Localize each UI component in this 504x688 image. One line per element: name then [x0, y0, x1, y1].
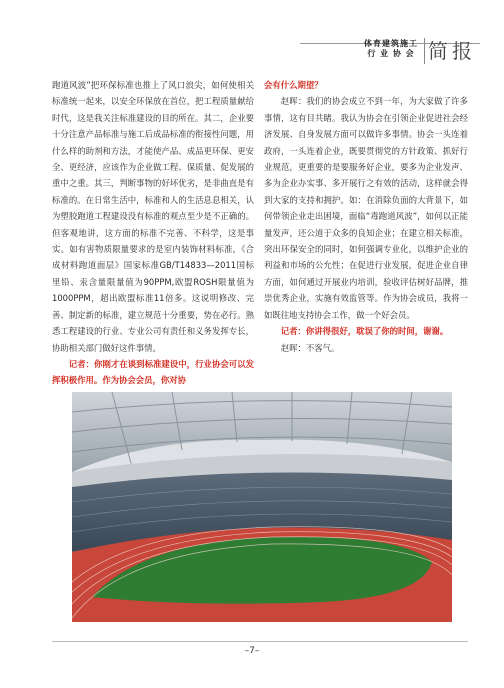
left-paragraph: 跑道风波”把环保标准也推上了风口浪尖，如何使相关标准统一起来，以安全环保放在首位，把工程质量献给时代，这是我关注标准建设的目的所在。其二，企业要十分注意产品标准与施工后成品标准的衔接性问题，用什么样的助剂和方法，才能使产品、成品更环保、更安全、更经济，应该作为企业做工程、保质量、促发展的重中之重。其三，判断事物的好坏优劣，是非曲直是有标准的。在日常生活中，标准和人的生活息息相关，认为塑胶跑道工程建设没有标准的观点至少是不正确的。但客观地讲，这方面的标准不完善、不科学，这是事实。如有害物质限量要求的是室内装饰材料标准，《合成材料跑道面层》国家标准GB/T14833—2011国标里铅、汞含量限量值为90PPM,欧盟ROSH限量值为1000PPM，超出欧盟标准11倍多。这说明修改、完善、制定新的标准，建立规范十分重要，势在必行。熟悉工程建设的行业、专业公司有责任和义务发挥专长，协助相关部门做好这件事情。 [52, 80, 254, 353]
header-organization [362, 39, 420, 59]
page-number: –7– [244, 646, 260, 656]
header-org-line2: 行 业 协 会 [367, 49, 415, 58]
header-separator [424, 38, 425, 64]
stadium-photo [72, 392, 452, 622]
header-title: 简报 [428, 39, 476, 63]
reporter-question: 记者：你刚才在谈到标准建设中，行业协会可以发挥积极作用。作为协会会员，你对协 [52, 358, 254, 386]
left-column [52, 77, 254, 389]
answer-paragraph: 赵晖：我们的协会成立不到一年，为大家做了许多事情，这有目共睹。我认为协会在引领企业促进社会经济发展、自身发展方面可以做许多事情。协会一头连着政府，一头连着企业，既要贯彻党的方针政策、抓好行业规范，更重要的是要服务好企业，要多为企业发声、多为企业办实事、多开展行之有效的活动，这样就会得到大家的支持和拥护。如：在消除负面的大背景下，如何带领企业走出困境，面临“毒跑道风波”，如何以正能量发声，还公道于众多的良知企业；在建立相关标准，突出环保安全的同时，如何强调专业化，以维护企业的利益和市场的公允性；在促进行业发展，促进企业自律方面，如何通过开展业内培训，验收评估树好品牌，推崇优秀企业，实施有效监管等。作为协会成员，我将一如既往地支持协会工作，做一个好会员。 [264, 96, 468, 320]
closing-answer: 赵晖：不客气。 [280, 342, 340, 353]
right-column [264, 77, 468, 356]
reporter-question-end: 会有什么期望？ [264, 80, 323, 90]
closing-question: 记者：你讲得很好，耽误了你的时间，谢谢。 [280, 326, 449, 337]
header-org-line1: 体育建筑施工 [364, 39, 418, 48]
footer-rule [52, 641, 468, 642]
